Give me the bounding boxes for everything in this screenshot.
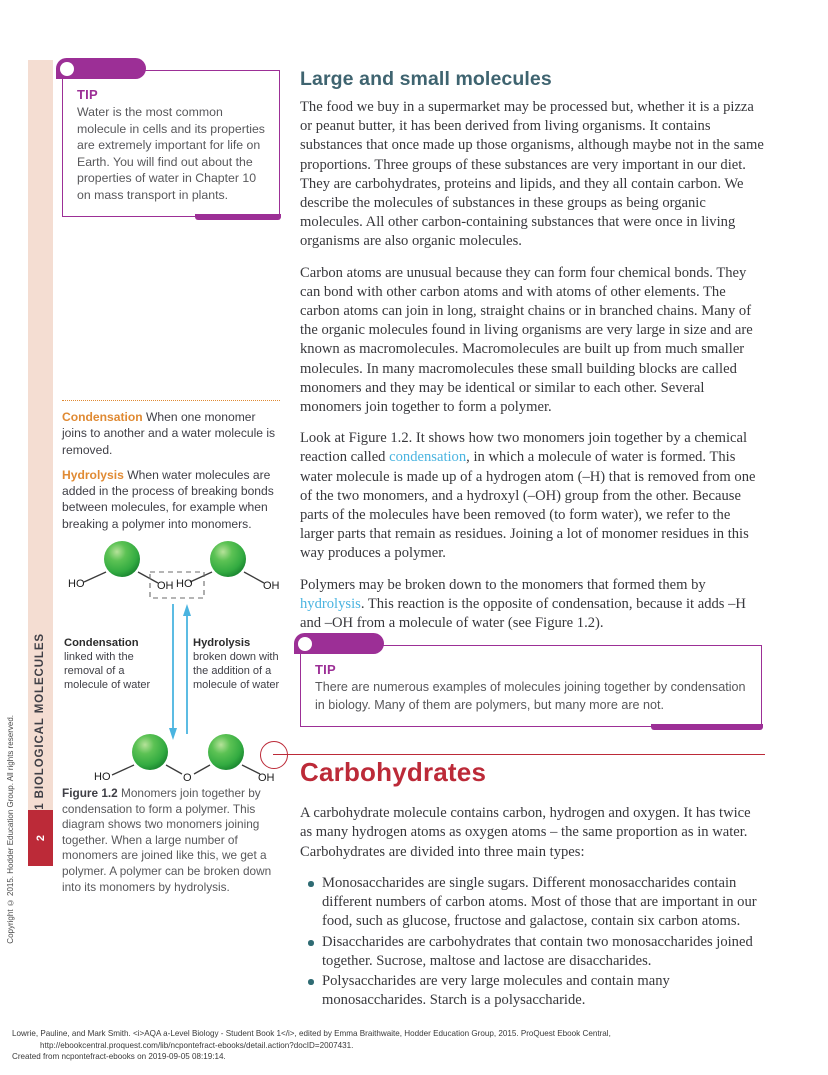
section-heading-large-and-small-molecules: Large and small molecules xyxy=(300,68,552,90)
paragraph-condensation xyxy=(300,429,765,563)
svg-text:Hydrolysis: Hydrolysis xyxy=(193,637,251,649)
tip-box-right-inner xyxy=(301,646,761,726)
list-item: Monosaccharides are single sugars. Different monosaccharides contain different numbers of carbon atoms. Most of those that are important in our food, such as glucose, fructose and galactose, contain six carbon atoms. xyxy=(322,874,765,932)
figure-caption-text: Monomers join together by condensation to form a polymer. This diagram shows two monomers joining together. When a large number of monomers are joined like this, we get a polymer. A polymer can be broken down into its monomers by hydrolysis. xyxy=(62,786,272,894)
svg-text:OH: OH xyxy=(258,772,275,784)
svg-text:molecule of water: molecule of water xyxy=(64,679,151,691)
svg-text:Condensation: Condensation xyxy=(64,637,139,649)
key-term-hydrolysis-label: Hydrolysis xyxy=(62,467,124,482)
chapter-band-label-wrap xyxy=(28,60,53,810)
monomer-sphere-bottom-right xyxy=(208,734,244,770)
paragraph-carbon-atoms: Carbon atoms are unusual because they can form four chemical bonds. They can bond with other carbon atoms and with atoms of other elements. The carbon atoms can join in long, straight chains or in branched chains. Many of the organic molecules found in living organisms are very large in size and are known as macromolecules. Macromolecules are built up from much smaller molecules. In many macromolecules these small building blocks are called monomers and they may be identical or similar to each other. Several monomers join together to form a polymer. xyxy=(300,264,753,416)
svg-text:HO: HO xyxy=(94,771,111,783)
svg-text:linked with the: linked with the xyxy=(64,651,134,663)
tip-title: TIP xyxy=(77,87,98,102)
svg-text:HO: HO xyxy=(176,578,193,590)
term-condensation: condensation xyxy=(389,449,467,466)
svg-text:OH: OH xyxy=(157,580,174,592)
copyright-sidebar xyxy=(6,715,20,945)
chapter-band-label: 1 BIOLOGICAL MOLECULES xyxy=(34,633,46,810)
svg-text:the addition of a: the addition of a xyxy=(193,665,272,677)
tip-box-left xyxy=(62,70,280,217)
figure-number: Figure 1.2 xyxy=(62,786,118,800)
citation-line-3: Created from ncpontefract-ebooks on 2019-09-05 08:19:14. xyxy=(12,1052,226,1062)
svg-text:broken down with: broken down with xyxy=(193,651,279,663)
key-term-hydrolysis-definition: When water molecules are added in the process of breaking bonds between molecules, for example when breaking a polymer into monomers. xyxy=(62,467,274,531)
figure-1-2-diagram xyxy=(62,534,284,789)
tip-tab-icon xyxy=(294,633,384,654)
svg-text:removal of a: removal of a xyxy=(64,665,125,677)
page-number-box xyxy=(28,810,53,866)
svg-text:O: O xyxy=(183,772,192,784)
key-term-condensation-label: Condensation xyxy=(62,410,143,424)
paragraph-food-we-buy: The food we buy in a supermarket may be processed but, whether it is a pizza or peanut butter, it has been derived from living organisms. It contains substances that once made up those organisms, although maybe not in the same proportions. Three groups of these substances are very important in our diet. They are carbohydrates, proteins and lipids, and they all contain carbon. We describe the molecules of substances in these groups as being organic molecules. All other carbon-containing substances that were once in living organisms are also organic molecules. xyxy=(300,99,764,250)
page-number: 2 xyxy=(34,834,47,842)
key-terms-block xyxy=(62,400,280,541)
left-column xyxy=(62,70,280,223)
tip-accent-bar xyxy=(651,724,763,730)
citation-line-1: Lowrie, Pauline, and Mark Smith. <i>AQA a-Level Biology - Student Book 1</i>, edited by Emma Braithwaite, Hodder Education Group, 2015. ProQuest Ebook Central, xyxy=(12,1029,611,1038)
key-term-condensation-definition: When one monomer joins to another and a water molecule is removed. xyxy=(62,410,276,457)
carbohydrate-types-list xyxy=(300,874,765,1010)
tip-title: TIP xyxy=(315,662,336,678)
key-terms-divider xyxy=(62,400,280,401)
right-column xyxy=(300,68,765,1011)
monomer-sphere-bottom-left xyxy=(132,734,168,770)
figure-caption xyxy=(62,786,284,895)
section-heading-carbohydrates: Carbohydrates xyxy=(300,757,487,788)
tip-accent-bar xyxy=(195,214,281,220)
list-item: Polysaccharides are very large molecules and contain many monosaccharides. Starch is a polysaccharide. xyxy=(322,972,765,1010)
key-term-hydrolysis xyxy=(62,467,280,532)
copyright-text: Copyright © 2015. Hodder Education Group. All rights reserved. xyxy=(6,715,15,944)
monomer-sphere-top-right xyxy=(210,541,246,577)
tip-body: There are numerous examples of molecules joining together by condensation in biology. Many of them are polymers, but many more are not. xyxy=(315,680,746,712)
list-item: Disaccharides are carbohydrates that contain two monosaccharides joined together. Sucrose, maltose and lactose are disaccharides. xyxy=(322,933,765,971)
paragraph-hydrolysis-part2: . This reaction is the opposite of condensation, because it adds –H and –OH from a molecule of water (see Figure 1.2). xyxy=(300,595,746,632)
tip-box-left-inner xyxy=(63,71,279,216)
term-hydrolysis: hydrolysis xyxy=(300,595,361,612)
carbohydrates-heading-block xyxy=(300,741,765,797)
paragraph-condensation-part2: , in which a molecule of water is formed. This water molecule is made up of a hydrogen atom (–H) that is removed from one of the two monomers, and a hydroxyl (–OH) group from the other. Because parts of the molecules have been removed (to form water), we refer to the larger parts that remain as residues. Joining a lot of monomer residues in this way produces a polymer. xyxy=(300,449,756,562)
citation-line-2: http://ebookcentral.proquest.com/lib/ncpontefract-ebooks/detail.action?docID=2007431. xyxy=(40,1040,354,1050)
citation-footer xyxy=(12,1028,802,1063)
section-rule xyxy=(273,754,765,756)
svg-text:molecule of water: molecule of water xyxy=(193,679,280,691)
paragraph-hydrolysis xyxy=(300,576,765,634)
tip-box-right xyxy=(300,645,762,727)
tip-tab-icon xyxy=(56,58,146,79)
svg-text:OH: OH xyxy=(263,580,280,592)
paragraph-condensation-part1: Look at Figure 1.2. It shows how two monomers join together by a chemical reaction called xyxy=(300,430,748,466)
paragraph-hydrolysis-part1: Polymers may be broken down to the monomers that formed them by xyxy=(300,576,706,593)
tip-body: Water is the most common molecule in cells and its properties are extremely important for life on Earth. You will find out about the properties of water in Chapter 10 on mass transport in plants. xyxy=(77,105,265,202)
key-term-condensation xyxy=(62,409,280,458)
svg-text:HO: HO xyxy=(68,578,85,590)
monomer-sphere-top-left xyxy=(104,541,140,577)
paragraph-carbohydrate-intro: A carbohydrate molecule contains carbon, hydrogen and oxygen. It has twice as many hydrogen atoms as oxygen atoms – the same proportion as in water. Carbohydrates are divided into three main types: xyxy=(300,805,751,860)
